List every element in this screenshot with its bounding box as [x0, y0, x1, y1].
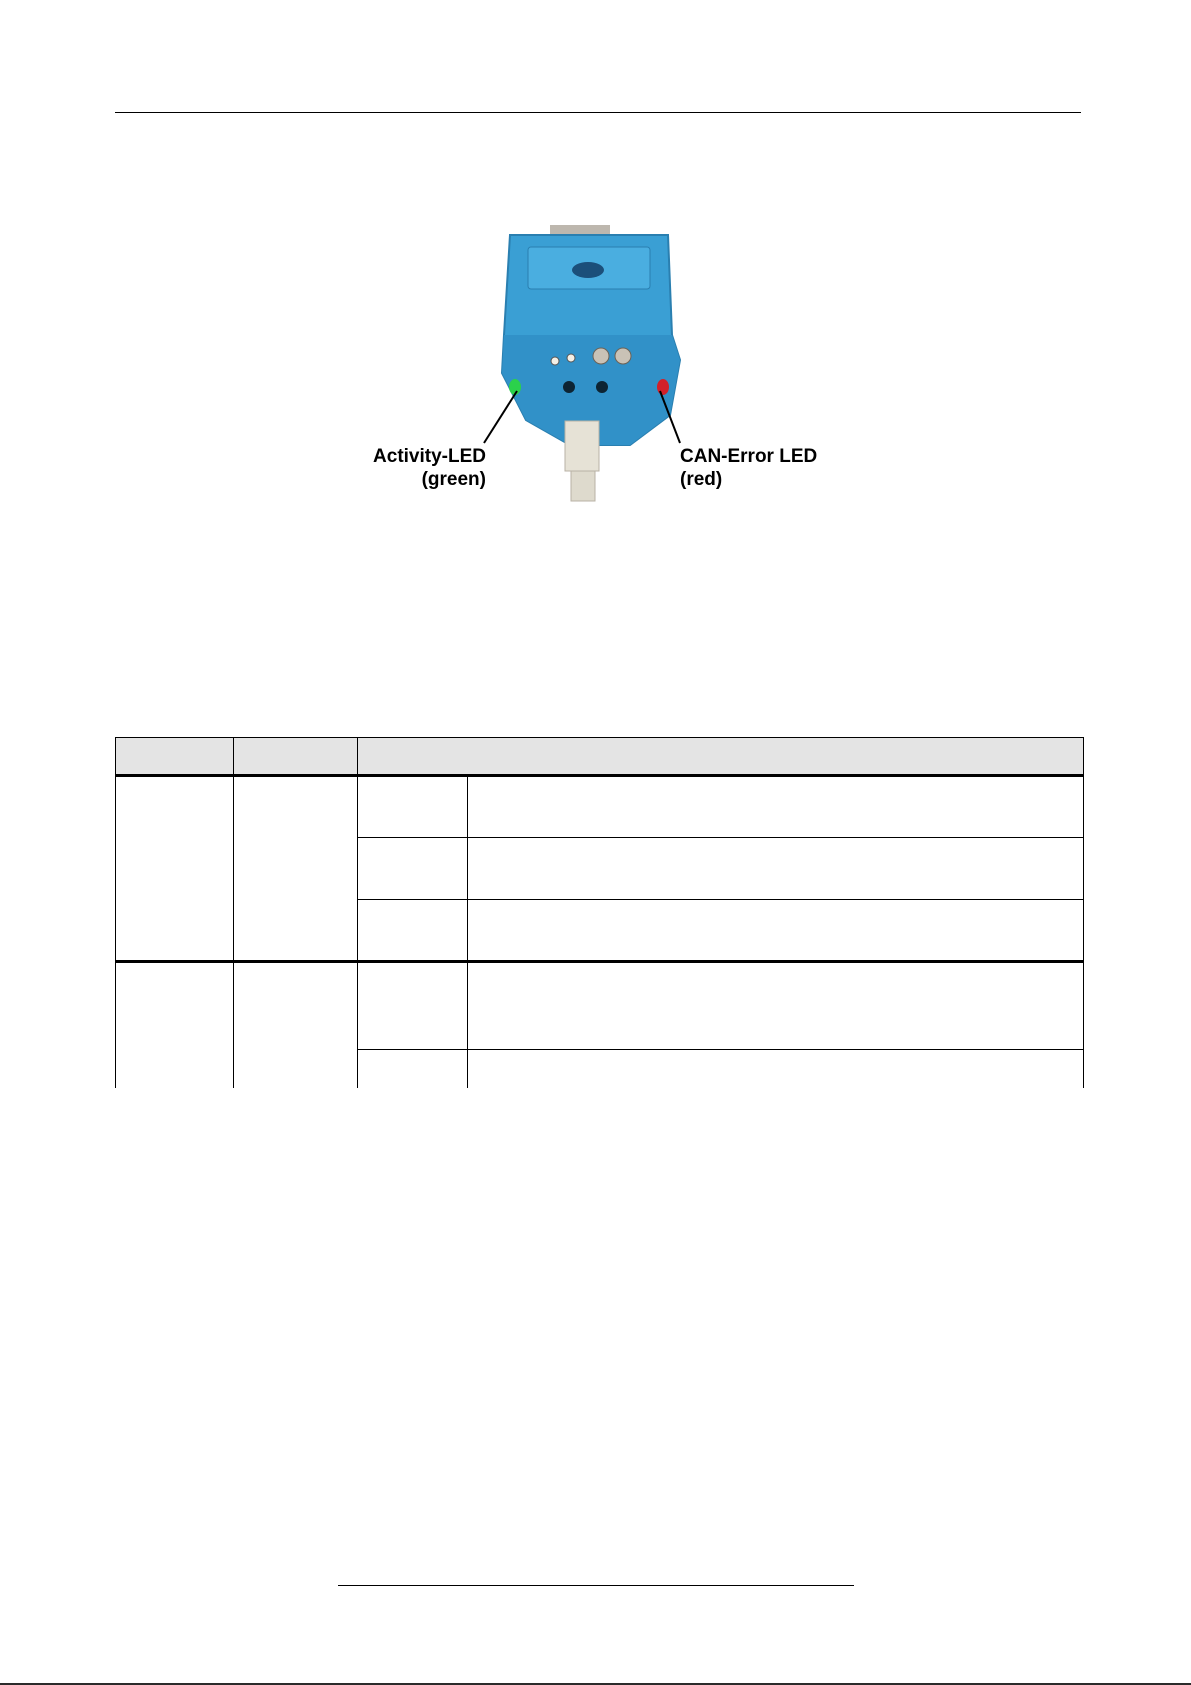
hole-icon	[596, 381, 608, 393]
cable-strain-relief	[565, 421, 599, 471]
table-header-cell	[358, 738, 1084, 776]
page-blank-area	[100, 1088, 1100, 1288]
screw-icon	[615, 348, 631, 364]
activity-led-label	[360, 445, 486, 491]
table-cell	[116, 776, 234, 962]
table-cell	[358, 900, 468, 962]
table-row	[116, 962, 1084, 1050]
error-led-icon	[657, 379, 669, 395]
footer-rule	[338, 1585, 854, 1586]
hole-icon	[563, 381, 575, 393]
can-error-led-label-line1: CAN-Error LED	[680, 446, 818, 467]
activity-led-label-line1: Activity-LED	[373, 446, 486, 467]
table-header-cell	[116, 738, 234, 776]
activity-led-label-line2: (green)	[421, 469, 486, 490]
table-header-cell	[234, 738, 358, 776]
table-cell	[468, 900, 1084, 962]
table-cell	[358, 962, 468, 1050]
can-error-led-label-line2: (red)	[680, 469, 723, 490]
esd-logo-icon	[572, 262, 604, 278]
cable	[571, 471, 595, 501]
table-row	[116, 776, 1084, 838]
hole-icon	[551, 357, 559, 365]
screw-icon	[593, 348, 609, 364]
header-rule	[115, 112, 1081, 113]
table-cell	[468, 776, 1084, 838]
table-cell	[468, 962, 1084, 1050]
device-figure	[360, 225, 840, 505]
led-status-table	[115, 737, 1084, 1110]
leader-line-left	[484, 391, 517, 443]
table-header-row	[116, 738, 1084, 776]
can-error-led-label	[680, 445, 840, 491]
hole-icon	[567, 354, 575, 362]
table-cell	[468, 838, 1084, 900]
table-cell	[358, 838, 468, 900]
table-cell	[234, 776, 358, 962]
table-cell	[358, 776, 468, 838]
